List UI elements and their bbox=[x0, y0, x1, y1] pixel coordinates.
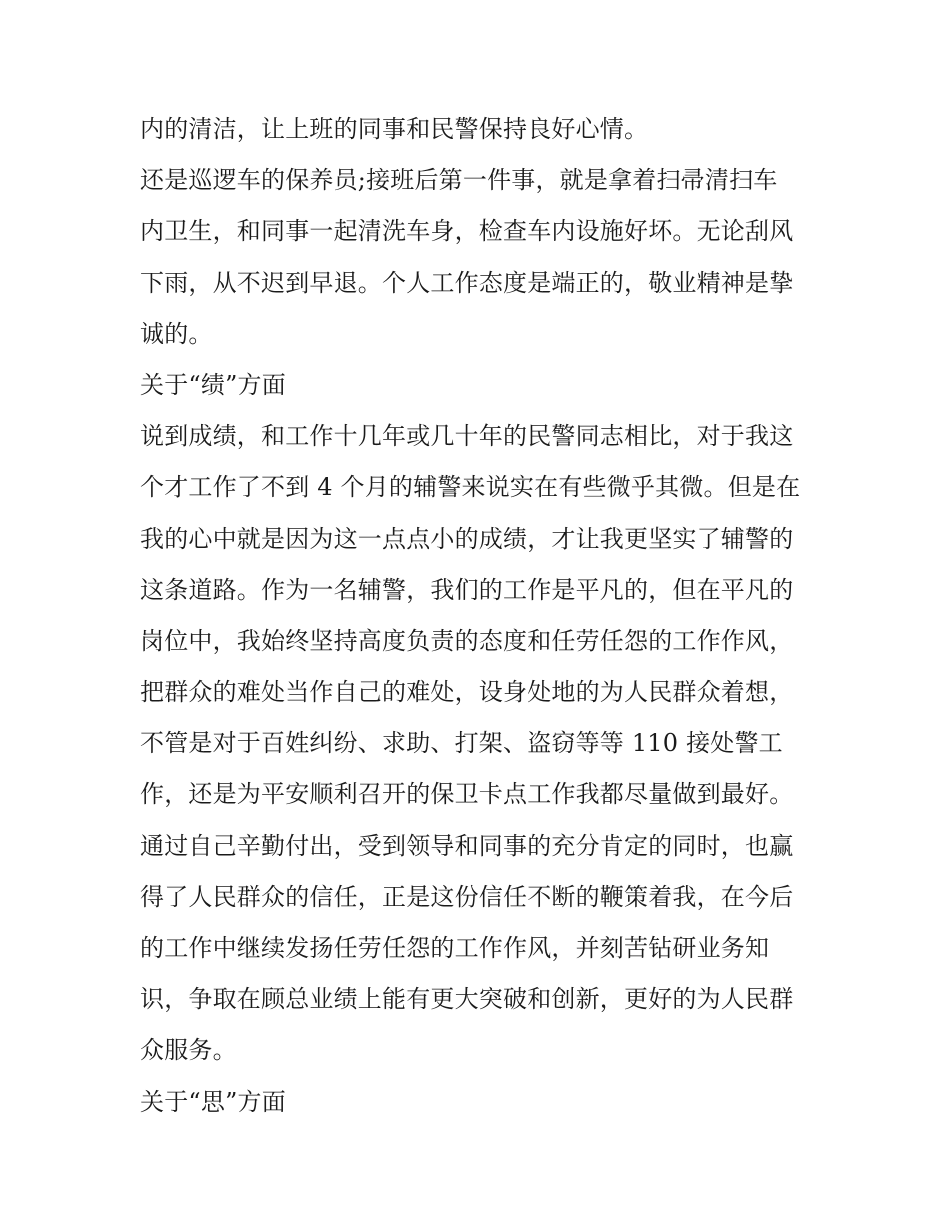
paragraph-line: 得了人民群众的信任，正是这份信任不断的鞭策着我，在今后 bbox=[140, 882, 794, 911]
section-heading: 关于“绩”方面 bbox=[140, 370, 286, 399]
paragraph-line: 这条道路。作为一名辅警，我们的工作是平凡的，但在平凡的 bbox=[140, 575, 794, 604]
paragraph-line: 还是巡逻车的保养员;接班后第一件事，就是拿着扫帚清扫车 bbox=[140, 166, 778, 195]
paragraph-line: 内卫生，和同事一起清洗车身，检查车内设施好坏。无论刮风 bbox=[140, 217, 794, 246]
paragraph-line: 众服务。 bbox=[140, 1036, 237, 1065]
paragraph-line: 把群众的难处当作自己的难处，设身处地的为人民群众着想， bbox=[140, 678, 794, 707]
paragraph-line: 内的清洁，让上班的同事和民警保持良好心情。 bbox=[140, 115, 649, 143]
paragraph-line: 岗位中，我始终坚持高度负责的态度和任劳任怨的工作作风， bbox=[140, 626, 794, 655]
paragraph-line: 个才工作了不到 4 个月的辅警来说实在有些微乎其微。但是在 bbox=[140, 473, 801, 502]
section-heading: 关于“思”方面 bbox=[140, 1087, 286, 1116]
paragraph-line: 我的心中就是因为这一点点小的成绩，才让我更坚实了辅警的 bbox=[140, 524, 794, 553]
paragraph-line: 识，争取在顾总业绩上能有更大突破和创新，更好的为人民群 bbox=[140, 985, 794, 1014]
paragraph-line: 通过自己辛勤付出，受到领导和同事的充分肯定的同时，也赢 bbox=[140, 831, 794, 860]
paragraph-line: 的工作中继续发扬任劳任怨的工作作风，并刻苦钻研业务知 bbox=[140, 934, 770, 962]
paragraph-line: 作，还是为平安顺利召开的保卫卡点工作我都尽量做到最好。 bbox=[140, 780, 794, 809]
paragraph-line: 下雨，从不迟到早退。个人工作态度是端正的，敬业精神是挚 bbox=[140, 268, 794, 297]
paragraph-line: 说到成绩，和工作十几年或几十年的民警同志相比，对于我这 bbox=[140, 422, 794, 451]
paragraph-line: 不管是对于百姓纠纷、求助、打架、盗窃等等 110 接处警工 bbox=[140, 729, 783, 758]
document-body bbox=[140, 104, 820, 1128]
paragraph-line: 诚的。 bbox=[140, 319, 213, 348]
